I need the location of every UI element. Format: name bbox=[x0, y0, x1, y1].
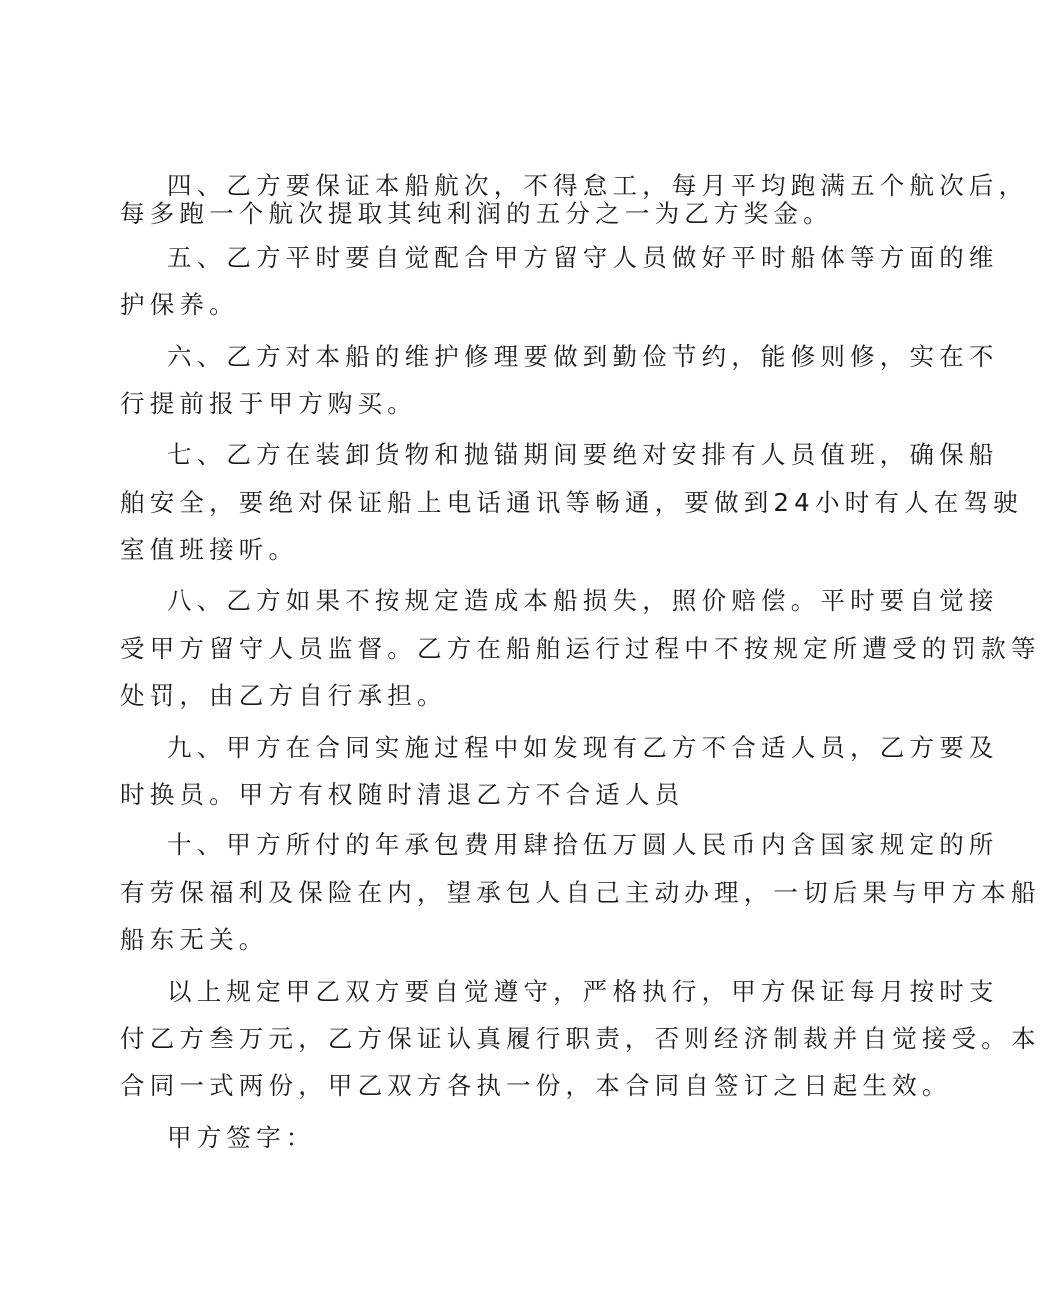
clause-7-line-2: 舶安全，要绝对保证船上电话通讯等畅通，要做到24小时有人在驾驶 bbox=[120, 488, 1023, 517]
clause-9-line-1: 九、甲方在合同实施过程中如发现有乙方不合适人员，乙方要及 bbox=[167, 733, 999, 762]
clause-7-line-1: 七、乙方在装卸货物和抛锚期间要绝对安排有人员值班，确保船 bbox=[167, 440, 999, 469]
clause-5-line-2: 护保养。 bbox=[120, 290, 239, 319]
clause-9-line-2: 时换员。甲方有权随时清退乙方不合适人员 bbox=[120, 780, 685, 809]
closing-line-2: 付乙方叁万元，乙方保证认真履行职责，否则经济制裁并自觉接受。本 bbox=[120, 1024, 1041, 1053]
clause-6-line-2: 行提前报于甲方购买。 bbox=[120, 389, 417, 418]
closing-line-1: 以上规定甲乙双方要自觉遵守，严格执行，甲方保证每月按时支 bbox=[167, 977, 999, 1006]
closing-line-3: 合同一式两份，甲乙双方各执一份，本合同自签订之日起生效。 bbox=[120, 1071, 952, 1100]
clause-7-line-3: 室值班接听。 bbox=[120, 535, 299, 564]
clause-8-line-2: 受甲方留守人员监督。乙方在船舶运行过程中不按规定所遭受的罚款等 bbox=[120, 634, 1041, 663]
clause-5-line-1: 五、乙方平时要自觉配合甲方留守人员做好平时船体等方面的维 bbox=[167, 243, 999, 272]
clause-8-line-1: 八、乙方如果不按规定造成本船损失，照价赔偿。平时要自觉接 bbox=[167, 586, 999, 615]
clause-10-line-3: 船东无关。 bbox=[120, 925, 269, 954]
clause-6-line-1: 六、乙方对本船的维护修理要做到勤俭节约，能修则修，实在不 bbox=[167, 342, 999, 371]
clause-4-line-2: 每多跑一个航次提取其纯利润的五分之一为乙方奖金。 bbox=[120, 199, 833, 228]
party-a-signature-label: 甲方签字： bbox=[167, 1123, 316, 1152]
clause-10-line-2: 有劳保福利及保险在内，望承包人自己主动办理，一切后果与甲方本船 bbox=[120, 878, 1041, 907]
clause-8-line-3: 处罚，由乙方自行承担。 bbox=[120, 681, 447, 710]
clause-4-line-1: 四、乙方要保证本船航次，不得怠工，每月平均跑满五个航次后， bbox=[167, 171, 1029, 200]
clause-10-line-1: 十、甲方所付的年承包费用肆拾伍万圆人民币内含国家规定的所 bbox=[167, 830, 999, 859]
